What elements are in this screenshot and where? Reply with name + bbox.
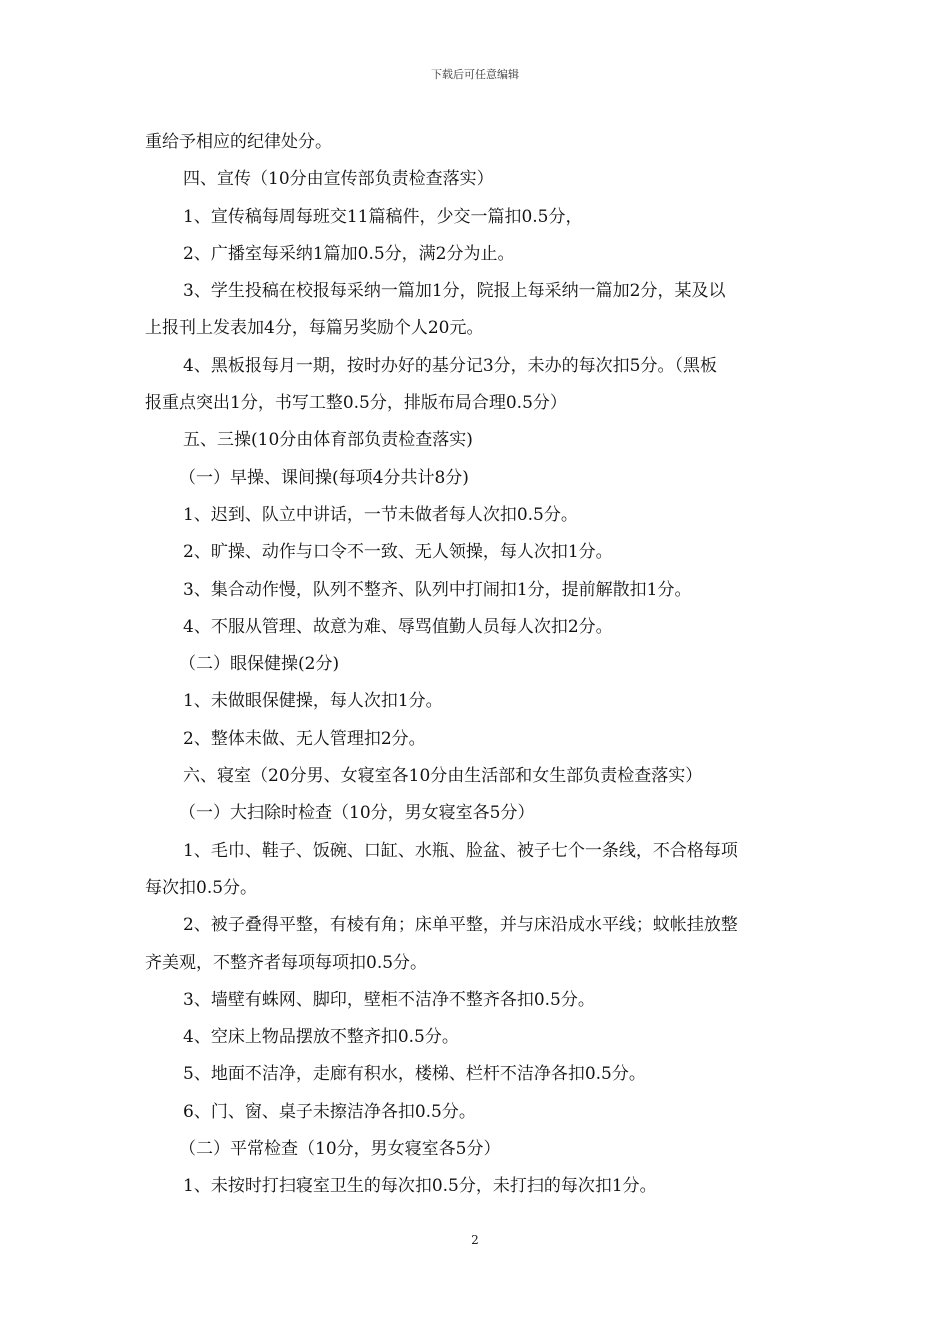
text-line: 4、空床上物品摆放不整齐扣0.5分。 <box>183 1027 459 1048</box>
subsection-heading: （一）大扫除时检查（10分，男女寝室各5分） <box>179 803 535 824</box>
subsection-heading: （二）平常检查（10分，男女寝室各5分） <box>179 1139 501 1160</box>
text-line: 2、整体未做、无人管理扣2分。 <box>183 728 426 749</box>
text-line: 4、黑板报每月一期，按时办好的基分记3分，未办的每次扣5分。（黑板 <box>183 355 717 376</box>
text-line: 2、被子叠得平整，有棱有角；床单平整，并与床沿成水平线；蚊帐挂放整 <box>183 915 738 936</box>
page-number: 2 <box>471 1233 479 1247</box>
text-line: 重给予相应的纪律处分。 <box>145 132 332 152</box>
text-line: 1、宣传稿每周每班交11篇稿件，少交一篇扣0.5分， <box>183 206 583 227</box>
text-line: 3、墙壁有蛛网、脚印，壁柜不洁净不整齐各扣0.5分。 <box>183 989 595 1010</box>
document-body <box>145 124 810 1206</box>
section-heading: 五、三操(10分由体育部负责检查落实) <box>183 430 473 451</box>
text-line: 3、集合动作慢，队列不整齐、队列中打闹扣1分，提前解散扣1分。 <box>183 579 692 600</box>
text-line: 2、广播室每采纳1篇加0.5分，满2分为止。 <box>183 243 515 264</box>
text-line: 上报刊上发表加4分，每篇另奖励个人20元。 <box>145 318 484 339</box>
text-line: 3、学生投稿在校报每采纳一篇加1分，院报上每采纳一篇加2分，某及以 <box>183 281 726 302</box>
text-line: 每次扣0.5分。 <box>145 877 258 898</box>
text-line: 6、门、窗、桌子未擦洁净各扣0.5分。 <box>183 1101 476 1122</box>
text-line: 5、地面不洁净，走廊有积水，楼梯、栏杆不洁净各扣0.5分。 <box>183 1064 646 1085</box>
page-header-note: 下载后可任意编辑 <box>431 68 519 81</box>
text-line: 齐美观，不整齐者每项每项扣0.5分。 <box>145 952 428 973</box>
text-line: 4、不服从管理、故意为难、辱骂值勤人员每人次扣2分。 <box>183 616 613 637</box>
text-line: 1、毛巾、鞋子、饭碗、口缸、水瓶、脸盆、被子七个一条线，不合格每项 <box>183 840 738 861</box>
section-heading: 六、寝室（20分男、女寝室各10分由生活部和女生部负责检查落实） <box>183 766 703 787</box>
text-line: 1、迟到、队立中讲话，一节未做者每人次扣0.5分。 <box>183 504 578 525</box>
subsection-heading: （二）眼保健操(2分) <box>179 654 340 675</box>
text-line: 2、旷操、动作与口令不一致、无人领操，每人次扣1分。 <box>183 542 613 563</box>
subsection-heading: （一）早操、课间操(每项4分共计8分) <box>179 467 469 488</box>
text-line: 1、未做眼保健操，每人次扣1分。 <box>183 691 443 712</box>
text-line: 报重点突出1分，书写工整0.5分，排版布局合理0.5分） <box>145 393 567 414</box>
section-heading: 四、宣传（10分由宣传部负责检查落实） <box>183 169 494 190</box>
text-line: 1、未按时打扫寝室卫生的每次扣0.5分，未打扫的每次扣1分。 <box>183 1176 657 1197</box>
